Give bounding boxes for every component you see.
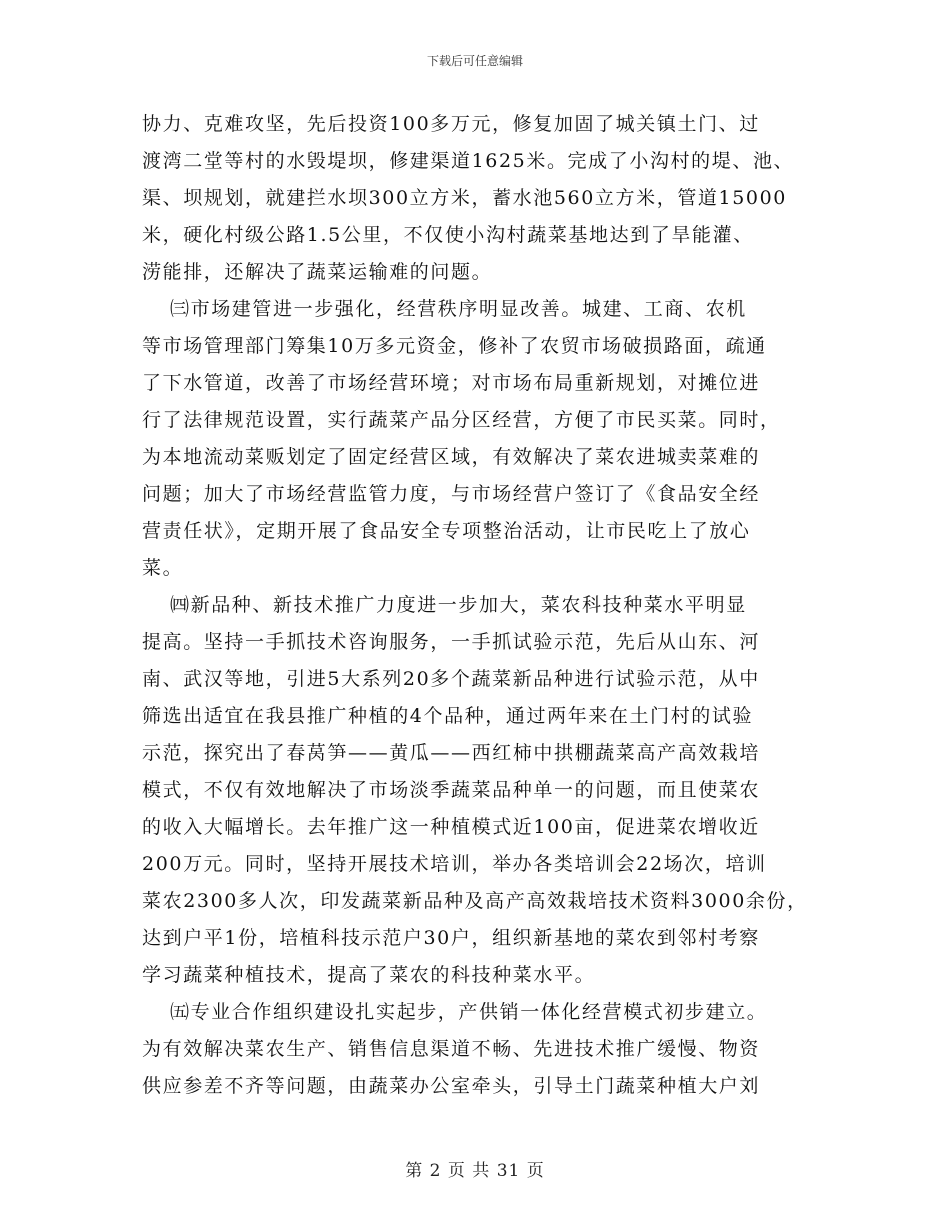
text-line: 渡湾二堂等村的水毁堤坝，修建渠道1625米。完成了小沟村的堤、池、 (142, 150, 795, 172)
page-number: 第 2 页 共 31 页 (405, 1161, 545, 1181)
text-line: ㈣新品种、新技术推广力度进一步加大，菜农科技种菜水平明显 (170, 594, 747, 616)
text-line: 的收入大幅增长。去年推广这一种植模式近100亩，促进菜农增收近 (142, 816, 760, 838)
text-line: 渠、坝规划，就建拦水坝300立方米，蓄水池560立方米，管道15000 (142, 187, 787, 209)
text-line: 米，硬化村级公路1.5公里，不仅使小沟村蔬菜基地达到了旱能灌、 (142, 224, 754, 246)
text-line: 模式，不仅有效地解决了市场淡季蔬菜品种单一的问题，而且使菜农 (142, 779, 761, 801)
text-line: 200万元。同时，坚持开展技术培训，举办各类培训会22场次，培训 (142, 853, 767, 875)
text-line: 为本地流动菜贩划定了固定经营区域，有效解决了菜农进城卖菜难的 (142, 446, 761, 468)
text-line: 涝能排，还解决了蔬菜运输难的问题。 (142, 261, 493, 283)
text-line: ㈢市场建管进一步强化，经营秩序明显改善。城建、工商、农机 (170, 298, 747, 320)
document-body (142, 106, 808, 1105)
text-line: 为有效解决菜农生产、销售信息渠道不畅、先进技术推广缓慢、物资 (142, 1038, 761, 1060)
text-line: 供应参差不齐等问题，由蔬菜办公室牵头，引导土门蔬菜种植大户刘 (142, 1075, 761, 1097)
text-line: 等市场管理部门筹集10万多元资金，修补了农贸市场破损路面，疏通 (142, 335, 767, 357)
text-line: 达到户平1份，培植科技示范户30户，组织新基地的菜农到邻村考察 (142, 927, 760, 949)
text-line: 了下水管道，改善了市场经营环境；对市场布局重新规划，对摊位进 (142, 372, 761, 394)
text-line: 问题；加大了市场经营监管力度，与市场经营户签订了《食品安全经 (142, 483, 761, 505)
text-line: 行了法律规范设置，实行蔬菜产品分区经营，方便了市民买菜。同时， (142, 409, 781, 431)
text-line: 菜农2300多人次，印发蔬菜新品种及高产高效栽培技术资料3000余份， (142, 890, 808, 912)
text-line: 筛选出适宜在我县推广种植的4个品种，通过两年来在土门村的试验 (142, 705, 754, 727)
text-line: 学习蔬菜种植技术，提高了菜农的科技种菜水平。 (142, 964, 596, 986)
text-line: 营责任状》，定期开展了食品安全专项整治活动，让市民吃上了放心 (142, 520, 751, 542)
text-line: 协力、克难攻坚，先后投资100多万元，修复加固了城关镇土门、过 (142, 113, 760, 135)
text-line: 示范，探究出了春莴笋——黄瓜——西红柿中拱棚蔬菜高产高效栽培 (142, 742, 761, 764)
page-header: 下载后可任意编辑 (426, 54, 523, 68)
text-line: 菜。 (142, 557, 184, 579)
text-line: 提高。坚持一手抓技术咨询服务，一手抓试验示范，先后从山东、河 (142, 631, 761, 653)
text-line: 南、武汉等地，引进5大系列20多个蔬菜新品种进行试验示范，从中 (142, 668, 760, 690)
text-line: ㈤专业合作组织建设扎实起步，产供销一体化经营模式初步建立。 (170, 1001, 768, 1023)
